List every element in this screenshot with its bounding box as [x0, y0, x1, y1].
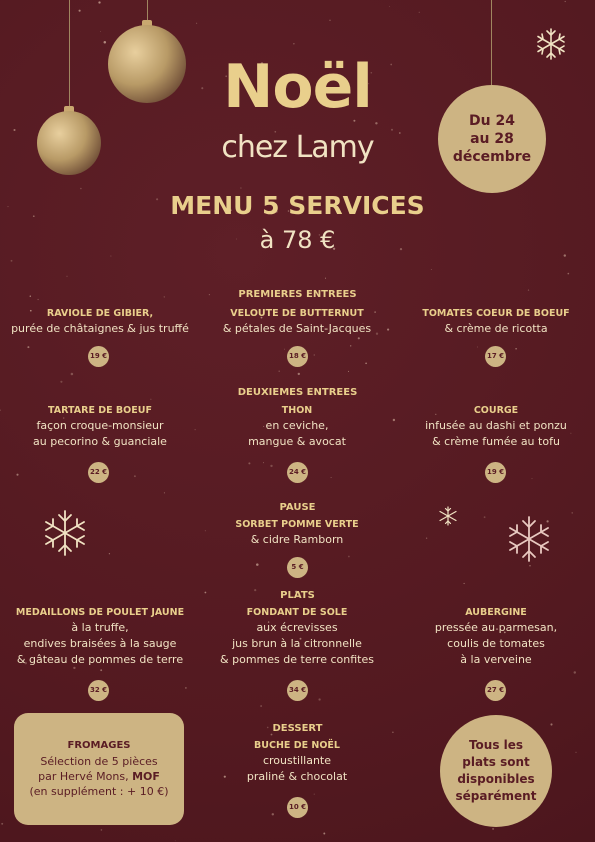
note-line: Tous les	[468, 738, 524, 752]
snow-dot	[98, 1, 100, 3]
snow-dot	[240, 187, 242, 189]
dates-line: au 28	[470, 131, 514, 147]
dish-veloute	[197, 307, 397, 337]
dates-line: Du 24	[469, 113, 515, 129]
snowflake-icon	[40, 508, 90, 558]
dish-description: au pecorino & guanciale	[33, 435, 167, 448]
dish-description: & pommes de terre confites	[220, 653, 374, 666]
dish-description: & cidre Ramborn	[250, 533, 344, 546]
snow-dot	[293, 43, 294, 44]
snow-dot	[574, 671, 576, 673]
dates-badge	[438, 85, 546, 193]
snow-dot	[16, 474, 18, 476]
dish-description: coulis de tomates	[447, 637, 545, 650]
ornament-string	[147, 0, 148, 22]
snow-dot	[568, 273, 570, 275]
dish-name: COURGE	[473, 405, 519, 416]
snow-dot	[134, 475, 136, 477]
note-line: disponibles	[457, 772, 535, 786]
dish-description: jus brun à la citronnelle	[232, 637, 362, 650]
dish-description: façon croque-monsieur	[36, 419, 164, 432]
snow-dot	[100, 31, 101, 32]
dish-description: à la verveine	[460, 653, 532, 666]
price-badge: 22 €	[88, 462, 109, 483]
dish-raviole	[0, 307, 200, 337]
menu-price: à 78 €	[259, 226, 336, 254]
fromages-line: (en supplément : + 10 €)	[29, 785, 169, 798]
snow-dot	[278, 370, 279, 371]
note-line: séparément	[455, 789, 537, 803]
snow-dot	[323, 833, 325, 835]
fromages-line: Sélection de 5 pièces	[40, 755, 158, 768]
snow-dot	[329, 20, 330, 21]
snow-dot	[348, 371, 349, 372]
snow-dot	[80, 188, 82, 190]
snow-dot	[110, 256, 111, 257]
section-heading-plats: PLATS	[280, 590, 315, 601]
snow-dot	[318, 698, 320, 700]
snow-dot	[67, 276, 68, 277]
menu-title: MENU 5 SERVICES	[170, 191, 425, 220]
dish-name: FONDANT DE SOLE	[246, 607, 348, 618]
dish-name: MEDAILLONS DE POULET JAUNE	[15, 607, 185, 618]
snow-dot	[375, 122, 377, 124]
snow-dot	[270, 465, 272, 467]
section-heading-premieres: PREMIERES ENTREES	[238, 289, 357, 300]
dish-thon	[197, 404, 397, 450]
snow-dot	[100, 669, 102, 671]
snow-dot	[348, 556, 350, 558]
fromages-line-text: par Hervé Mons,	[38, 770, 133, 783]
snowflake-icon	[504, 514, 554, 564]
snow-dot	[314, 794, 315, 795]
fromages-line	[14, 769, 184, 784]
dates-line: décembre	[452, 149, 532, 165]
snow-dot	[79, 10, 81, 12]
dish-courge	[396, 404, 595, 450]
price-badge: 5 €	[287, 557, 308, 578]
dish-description: infusée au dashi et ponzu	[425, 419, 567, 432]
note-line: plats sont	[462, 755, 530, 769]
dish-tartare	[0, 404, 200, 450]
dish-description: & crème de ricotta	[444, 322, 548, 335]
dish-description: endives braisées à la sauge	[23, 637, 177, 650]
snow-dot	[431, 269, 432, 270]
price-badge: 18 €	[287, 346, 308, 367]
dish-sorbet	[197, 518, 397, 548]
snow-dot	[331, 477, 332, 478]
page-title: Noël	[223, 52, 372, 122]
dish-name: TARTARE DE BOEUF	[48, 405, 152, 416]
price-badge: 19 €	[88, 346, 109, 367]
snow-dot	[426, 538, 427, 539]
dish-name: AUBERGINE	[465, 607, 527, 618]
snow-dot	[350, 345, 351, 346]
dish-description: & crème fumée au tofu	[432, 435, 560, 448]
snow-dot	[314, 354, 315, 355]
section-heading-pause: PAUSE	[279, 502, 316, 513]
dish-name: THON	[281, 405, 313, 416]
dish-description: en ceviche,	[265, 419, 329, 432]
separate-dishes-note	[440, 715, 552, 827]
dish-description: croustillante	[262, 754, 332, 767]
snow-dot	[419, 12, 420, 13]
snow-dot	[477, 347, 478, 348]
dish-description: purée de châtaignes & jus truffé	[11, 322, 189, 335]
dish-aubergine	[396, 606, 595, 668]
price-badge: 19 €	[485, 462, 506, 483]
dish-description: à la truffe,	[71, 621, 129, 634]
dish-description: aux écrevisses	[256, 621, 338, 634]
dish-buche	[197, 739, 397, 785]
snow-dot	[109, 553, 110, 554]
section-heading-deuxiemes: DEUXIEMES ENTREES	[237, 387, 358, 398]
snow-dot	[358, 337, 360, 339]
snow-dot	[263, 462, 264, 463]
price-badge: 27 €	[485, 680, 506, 701]
snow-dot	[284, 349, 285, 350]
dish-sole	[197, 606, 397, 668]
price-badge: 24 €	[287, 462, 308, 483]
snow-dot	[71, 373, 74, 376]
snow-dot	[464, 583, 465, 584]
snow-dot	[272, 813, 274, 815]
dish-name: BUCHE DE NOËL	[254, 740, 340, 751]
snow-dot	[260, 705, 262, 707]
dish-description: pressée au parmesan,	[434, 621, 558, 634]
dish-name: RAVIOLE DE GIBIER,	[46, 308, 154, 319]
page-subtitle: chez Lamy	[221, 130, 374, 165]
snow-dot	[60, 381, 62, 383]
dish-name: SORBET POMME VERTE	[235, 519, 359, 530]
snow-dot	[150, 399, 151, 400]
fromages-box	[14, 713, 184, 825]
snow-dot	[256, 563, 259, 566]
fromages-title: FROMAGES	[67, 740, 131, 751]
fromages-mof: MOF	[132, 770, 160, 783]
dish-description: & gâteau de pommes de terre	[16, 653, 184, 666]
dish-description: mangue & avocat	[248, 435, 346, 448]
snow-dot	[185, 687, 187, 689]
snow-dot	[365, 362, 367, 364]
dish-name: TOMATES COEUR DE BOEUF	[422, 308, 570, 319]
snow-dot	[484, 516, 486, 518]
snow-dot	[101, 829, 103, 831]
snow-dot	[27, 346, 29, 348]
dish-description: & pétales de Saint-Jacques	[222, 322, 372, 335]
snow-dot	[532, 478, 533, 479]
snow-dot	[11, 260, 13, 262]
price-badge: 34 €	[287, 680, 308, 701]
snow-dot	[248, 462, 250, 464]
snow-dot	[325, 278, 326, 279]
section-heading-dessert: DESSERT	[272, 723, 323, 734]
snow-dot	[175, 840, 176, 841]
dish-description: praliné & chocolat	[246, 770, 348, 783]
snow-dot	[564, 254, 566, 256]
snow-dot	[298, 373, 300, 375]
snow-dot	[1, 823, 3, 825]
snow-dot	[104, 41, 107, 44]
dish-name: VELOUTE DE BUTTERNUT	[230, 308, 364, 319]
price-badge: 32 €	[88, 680, 109, 701]
snow-dot	[575, 752, 576, 753]
snow-dot	[529, 565, 530, 566]
snow-dot	[515, 348, 517, 350]
snow-dot	[492, 828, 494, 830]
snow-dot	[565, 1, 566, 2]
price-badge: 17 €	[485, 346, 506, 367]
snow-dot	[196, 23, 197, 24]
snow-dot	[164, 492, 165, 493]
price-badge: 10 €	[287, 797, 308, 818]
dish-poulet	[0, 606, 200, 668]
snow-dot	[389, 6, 390, 7]
dish-tomates	[396, 307, 595, 337]
